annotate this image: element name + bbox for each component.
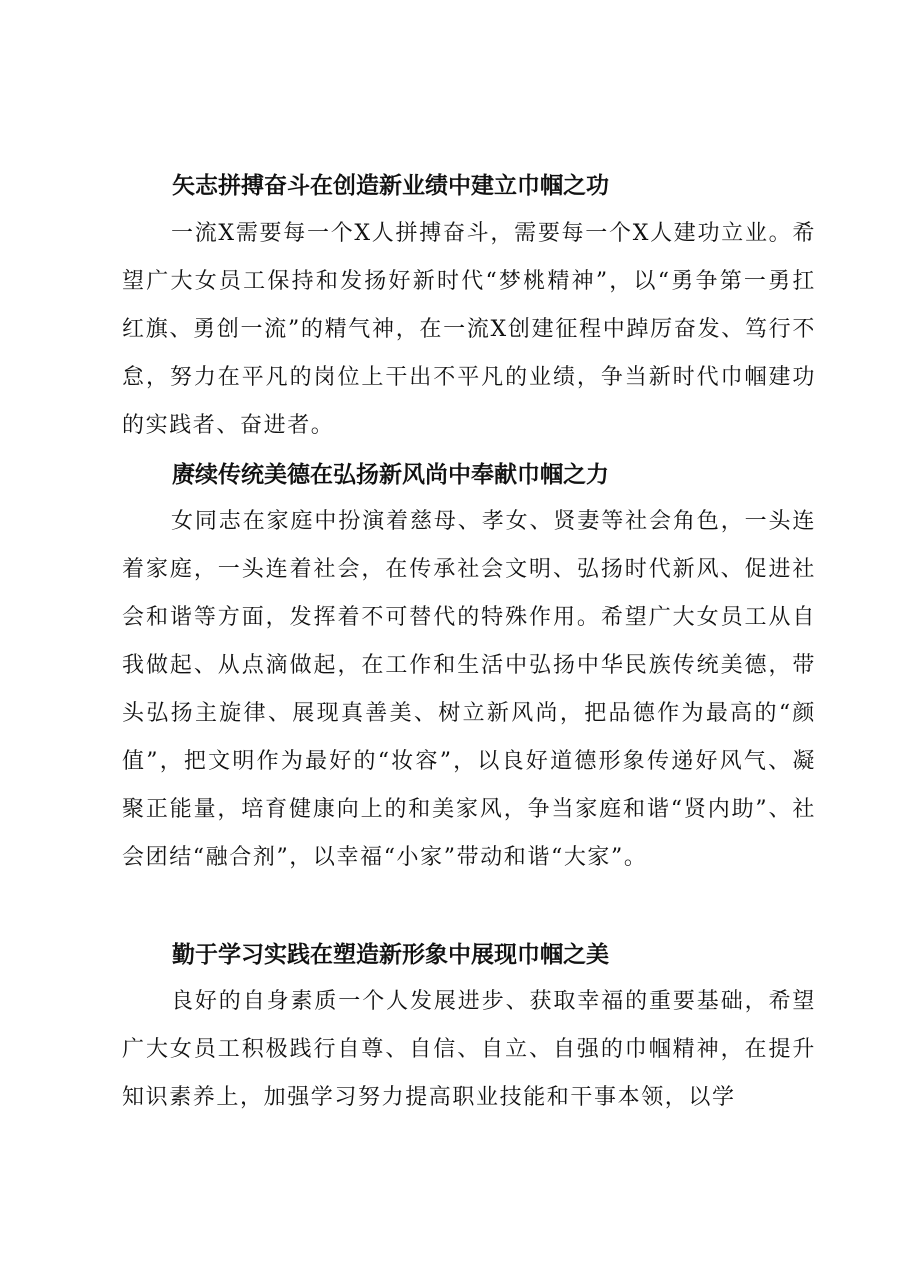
section-heading-2: 赓续传统美德在弘扬新风尚中奉献巾帼之力 [172,462,609,488]
section-paragraph-1: 一流X需要每一个X人拼搏奋斗，需要每一个X人建功立业。希望广大女员工保持和发扬好新时代“梦桃精神”，以“勇争第一勇扛红旗、勇创一流”的精气神，在一流X创建征程中踔厉奋发、笃行不怠，努力在平凡的岗位上干出不平凡的业绩，争当新时代巾帼建功的实践者、奋进者。 [122,221,816,438]
section-paragraph-3: 良好的自身素质一个人发展进步、获取幸福的重要基础，希望广大女员工积极践行自尊、自信、自立、自强的巾帼精神，在提升知识素养上，加强学习努力提高职业技能和干事本领，以学 [122,989,816,1110]
section-heading-1: 矢志拼搏奋斗在创造新业绩中建立巾帼之功 [172,173,609,199]
section-paragraph-2: 女同志在家庭中扮演着慈母、孝女、贤妻等社会角色，一头连着家庭，一头连着社会，在传承社会文明、弘扬时代新风、促进社会和谐等方面，发挥着不可替代的特殊作用。希望广大女员工从自我做起、从点滴做起，在工作和生活中弘扬中华民族传统美德，带头弘扬主旋律、展现真善美、树立新风尚，把品德作为最高的“颜值”，把文明作为最好的“妆容”，以良好道德形象传递好风气、凝聚正能量，培育健康向上的和美家风，争当家庭和谐“贤内助”、社会团结“融合剂”，以幸福“小家”带动和谐“大家”。 [122,509,816,870]
section-heading-3: 勤于学习实践在塑造新形象中展现巾帼之美 [172,942,609,968]
